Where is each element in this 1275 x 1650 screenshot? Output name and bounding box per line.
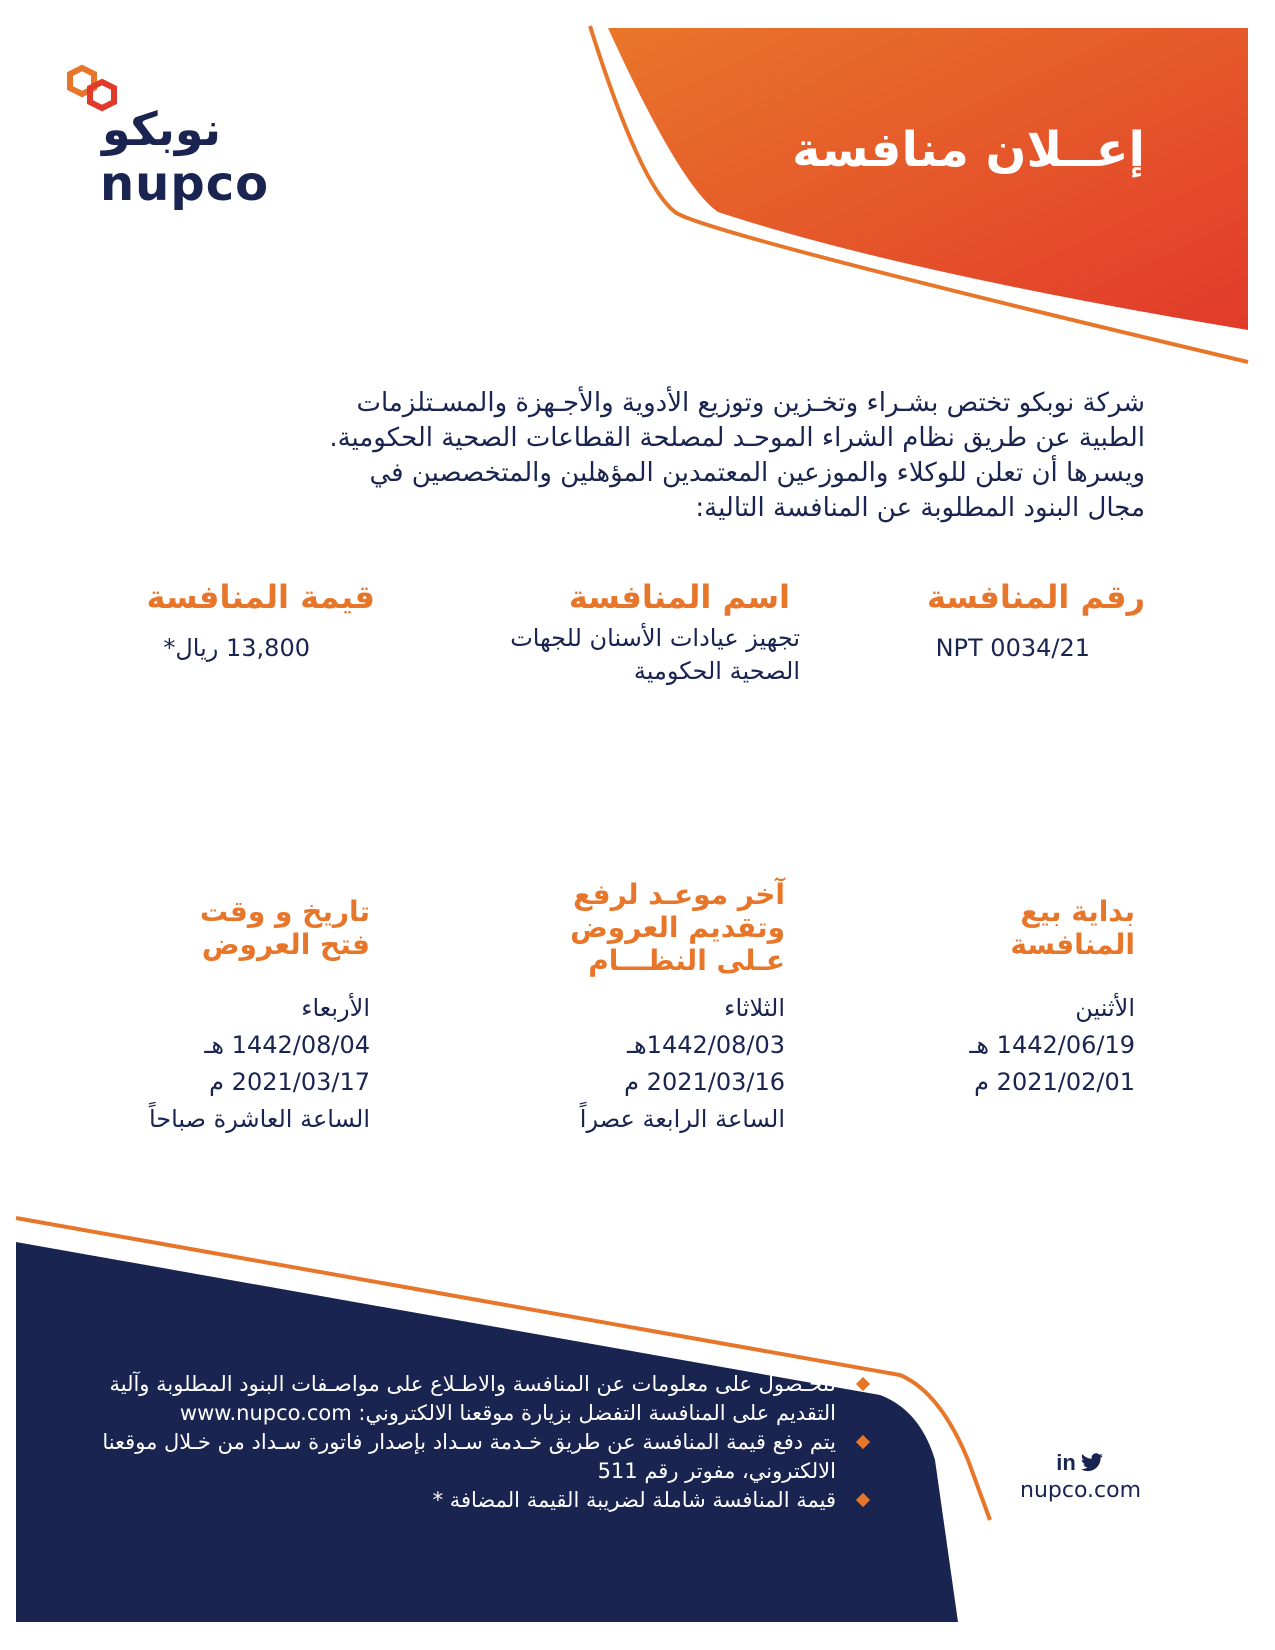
bullet-icon bbox=[856, 1493, 870, 1507]
intro-line: الطبية عن طريق نظام الشراء الموحـد لمصلحة القطاعات الصحية الحكومية. bbox=[329, 423, 1145, 453]
day-name: الأربعاء bbox=[301, 994, 370, 1022]
sale-start-heading bbox=[965, 895, 1135, 961]
social-block bbox=[1020, 1450, 1140, 1503]
bullet-icon bbox=[856, 1435, 870, 1449]
tender-number-value: NPT 0034/21 bbox=[935, 634, 1090, 662]
bullet-icon bbox=[856, 1377, 870, 1391]
bid-opening-details bbox=[149, 990, 370, 1138]
gregorian-date: 2021/03/16 م bbox=[624, 1068, 785, 1096]
website-link[interactable]: nupco.com bbox=[1020, 1478, 1141, 1503]
hijri-date: 1442/08/03هـ bbox=[626, 1031, 785, 1059]
submission-deadline-heading bbox=[545, 878, 785, 977]
footer-note bbox=[55, 1370, 870, 1428]
intro-paragraph bbox=[225, 386, 1145, 526]
logo-english-name: nupco bbox=[100, 156, 270, 212]
logo-arabic-name: نوبكو bbox=[102, 102, 221, 156]
intro-line: ويسرها أن تعلن للوكلاء والموزعين المعتمدين المؤهلين والمتخصصين في bbox=[369, 458, 1145, 488]
linkedin-icon[interactable]: in bbox=[1056, 1450, 1076, 1475]
twitter-icon[interactable] bbox=[1080, 1453, 1104, 1473]
tender-name-label: اسم المنافسة bbox=[568, 578, 790, 616]
tender-number-label: رقم المنافسة bbox=[926, 578, 1145, 616]
intro-line: شركة نوبكو تختص بشـراء وتخـزين وتوزيع الأدوية والأجـهزة والمسـتلزمات bbox=[356, 388, 1145, 418]
footer-note-text: قيمة المنافسة شاملة لضريبة القيمة المضافة * bbox=[432, 1488, 836, 1512]
tender-value-label: قيمة المنافسة bbox=[146, 578, 375, 616]
heading-line: تاريخ و وقت bbox=[199, 895, 370, 928]
hijri-date: 1442/08/04 هـ bbox=[204, 1031, 370, 1059]
announcement-title: إعــلان منافسة bbox=[792, 122, 1145, 178]
intro-line: مجال البنود المطلوبة عن المنافسة التالية: bbox=[695, 493, 1145, 523]
heading-line: بداية بيع bbox=[1020, 895, 1135, 928]
gregorian-date: 2021/03/17 م bbox=[209, 1068, 370, 1096]
heading-line: فتح العروض bbox=[201, 928, 370, 961]
submission-deadline-details bbox=[580, 990, 785, 1138]
heading-line: المنافسة bbox=[1010, 928, 1135, 961]
time: الساعة العاشرة صباحاً bbox=[148, 1105, 370, 1133]
tender-name-value: تجهيز عيادات الأسنان للجهات الصحية الحكومية bbox=[510, 624, 800, 685]
heading-line: عـلى النظـــام bbox=[588, 944, 785, 977]
sale-start-details bbox=[969, 990, 1135, 1101]
nupco-logo bbox=[62, 64, 282, 214]
heading-line: آخر موعـد لرفع bbox=[573, 878, 785, 911]
footer-note bbox=[55, 1486, 870, 1515]
day-name: الأثنين bbox=[1075, 994, 1135, 1022]
time: الساعة الرابعة عصراً bbox=[579, 1105, 785, 1133]
footer-note bbox=[55, 1428, 870, 1486]
gregorian-date: 2021/02/01 م bbox=[974, 1068, 1135, 1096]
footer-note-text: للحـصول على معلومات عن المنافسة والاطـلاع على مواصـفات البنود المطلوبة وآلية التقديم على المنافسة التفضل بزيارة موقعنا الالكتروني: www.nupco.com bbox=[109, 1372, 836, 1425]
hijri-date: 1442/06/19 هـ bbox=[969, 1031, 1135, 1059]
bid-opening-heading bbox=[170, 895, 370, 961]
tender-value-value: 13,800 ريال* bbox=[163, 634, 310, 662]
footer-notes bbox=[55, 1370, 870, 1515]
day-name: الثلاثاء bbox=[724, 994, 785, 1022]
footer-note-text: يتم دفع قيمة المنافسة عن طريق خـدمة سـداد بإصدار فاتورة سـداد من خـلال موقعنا الالكتروني، مفوتر رقم 511 bbox=[102, 1430, 836, 1483]
heading-line: وتقديم العروض bbox=[570, 911, 785, 944]
